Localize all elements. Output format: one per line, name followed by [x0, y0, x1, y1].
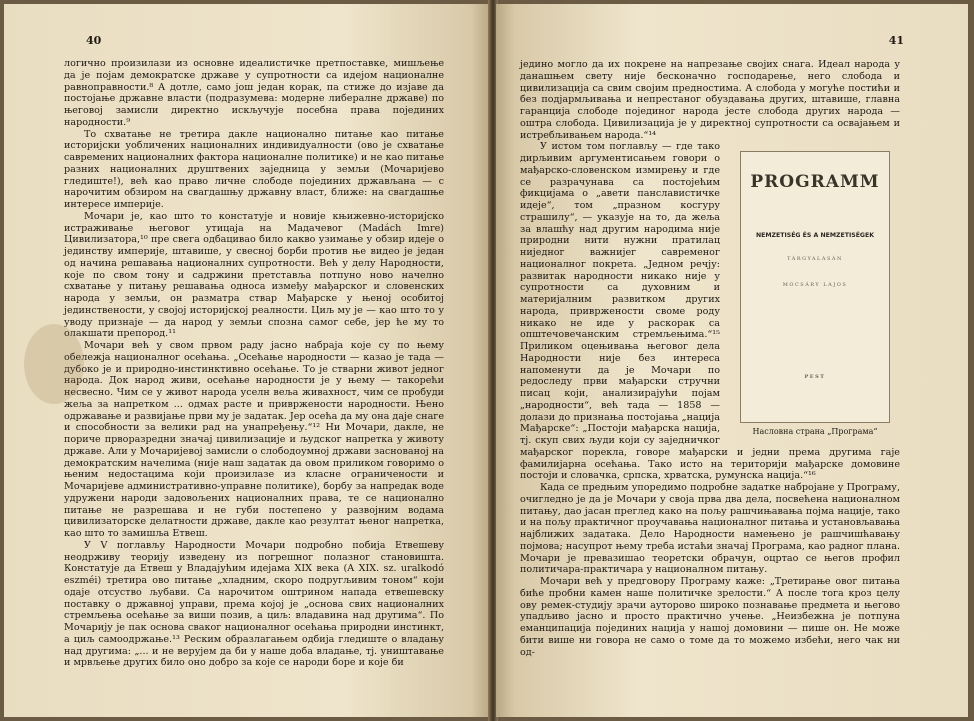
paragraph: У истом том поглављу — где тако дирљивим аргументисањем говори о мађарско-словенском измирењу и где се разрачунава са постојећим фикцијама о „авети панславистичке идеје“, том „празном косгуру страшилу“, — указује на то, да жеља за влашћу над другим народима није природни нити нужни пратилац ниједног важнијег савременог националног покрета. „Једном речју: развитак народности никако није у супротности са духовним и материјалним развитком других народа, привржености своме роду никако не иде у раскорак са општечовечанским стремљењима.“¹⁵ Приликом оцењивања његовог дела Народности ниje без интереса напоменути да је Мочари по редоследу први мађарски стручни писац који, анализирајући појам „народности“, већ тада — 1858 — долази до признања постојања „нација Мађарске“: „Постоји мађарска нација, тј. скуп свих људи који су заједничког мађарског порекла, говоре мађарски и једни према другима гаје фамилијарна осећања. Тако исто на територији мађарске домовине постоји и словачка, српска, хрватска, румунска нација.“¹⁶: [520, 141, 900, 482]
paragraph: логично произилази из основне идеалистичке претпоставке, мишљење да је појам демократске државе у супротности са идејом националне равноправности.⁸ А дотле, само још један корак, па стиже до изјаве да постојање државне власти (подразумева: модерне либералне државе) по његовој замисли директно искључује посебна права појединих народности.⁹: [64, 58, 444, 128]
figure-place: PEST: [804, 374, 826, 381]
figure-line: TÁRGYALÁSÁN: [787, 256, 843, 263]
right-page: [496, 4, 968, 717]
program-title-page-image: [740, 151, 890, 423]
figure: [732, 151, 900, 436]
figure-caption: Насловна страна „Програма“: [752, 427, 878, 437]
paragraph: једино могло да их покрене на напрезање својих снага. Идеал народа у данашњем свету није бесконачно господарење, него слобода и цивилизација са свим својим предностима. А слобода у могуће постићи и без подјармљивања и непрестаног обуздавања других, штавише, главна гаранција слободе појединог народа јесте слобода других народа — оштра слобода. Цивилизација је у директној супротности са освајањем и истребљивањем народа.“¹⁴: [520, 59, 900, 141]
paragraph: То схватање не третира дакле национално питање као питање историјски уобличених националних индивидуалности (ово је схватање савремених националних фактора националне политике) и не као питање разних националних друштвених заједница у земљи (Мочаријево гледиште!), већ као право личне слободе појединих држављана — с нарочитим обзиром на свагдашњу државну власт, ближе: на свагдашње интересе империје.: [64, 128, 444, 210]
page-number-left: 40: [86, 34, 102, 47]
figure-subtitle: NEMZETISÉG ÉS A NEMZETISÉGEK: [755, 232, 875, 240]
paragraph: Мочари већ у свом првом раду јасно набраја које су по њему обележја националног осећања. „Осећање народности — казао је тада — дубоко је и природно-инстинктивно осећање. То је стварни живот једног народа. Док народ живи, осећање народности је у њему — такорећи несвесно. Чим се у живот народа уселн веља живахност, чим се пробуди жеља за напретком ... одмах расте и привржености народности. Њено одржавање и развијање први му је задатак. Јер осећа да му она даје снаге и способности за велики рад на унапређењу.“¹² Ни Мочари, дакле, не пориче прворазредни значај цивилизације и људског напретка у животу државе. Али у Мочаријевој замисли о слободоумној држави заснованој на демократским начелима (није наш задатак да овом приликом говоримо о њеним недостацима који произилазе из класне ограничености и Мочаријеве административно-управне политике), борбу за напредак воде удружени народи задовољених националних права, те се национално питање не разрешава и не губи постепено у развојним водама цивилизаторске делатности државе, дакле као резултат њеног напретка, као што то замишља Етвеш.: [64, 340, 444, 539]
left-page: [4, 4, 490, 717]
figure-author: MOCSÁRY LAJOS: [782, 282, 848, 289]
paragraph: Мочари је, као што то констатује и новије књижевно-историјско истраживање његовог утицаја на Мадачевог (Madách Imre) Цивилизатора,¹⁰ пре свега одбацивао било какво узимање у обзир идеје о јединству империје, штавише, у свесној борби против ње видео је један од начина решавања националних супротности. Већ у делу Народности, које по свом тону и садржини претставља потпуно ново начелно схватање у питању решавања односа између мађарског и словенских народа у земљи, он разматра ствар Мађарске у њеној особитој јединствености, у својој историјској реалности. Циљ му је — као што то у уводу признаје — да народ у земљи спозна самог себе, јер ће му то олакшати препород.¹¹: [64, 210, 444, 340]
figure-title: PROGRAMM: [750, 172, 880, 193]
page-number-right: 41: [888, 34, 904, 47]
left-page-text: [64, 58, 444, 669]
paper-stain: [24, 324, 84, 404]
paragraph: У V поглављу Народности Мочари подробно побија Етвешеву неодрживу теорију изведену из погрешног полазног становишта. Констатује да Етвеш у Владајућим идејама XIX века (A XIX. sz. uralkodó eszméi) третира ово питање „хладним, скоро подругљивим тоном“ који одаје отсуство љубави. Са нарочитом оштрином напада етвешевску поставку о државној управи, према којој је „основа свих националних стремљења осећање за виши позив, а циљ: владавина над другима“. По Мочарију је пак основа сваког националног осећања природни инстинкт, а циљ самоодржање.¹³ Реским образлагањем одбија гледиште о владању над другима: „... и не верујем да би у наше доба владање, тј. уништавање и мрвљење других било оно добро за које се народи боре и које би: [64, 539, 444, 669]
right-page-text: [520, 59, 900, 658]
paragraph: Када се предњим упоредимо подробне задатке набројане у Програму, очигледно је да је Мочари у своја прва два дела, посвећена националном питању, дао јасан преглед како на пољу рашчињавања појма нације, тако и на пољу практичног проучавања националног питања и установљавања најближих задатака. Дело Народности намењено је рашчишћавању појмова; насупрот њему треба истаћи значај Програма, као радног плана. Мочари је превазишао теоретски обрачун, оцртао се његов профил политичара-практичара у националном питању.: [520, 482, 900, 576]
paragraph: Мочари већ у предговору Програму каже: „Третирање овог питања биће пробни камен наше политичке зрелости.“ А после тога кроз целу ову ремек-студију зрачи ауторово широко познавање предмета и његово упадљиво јасно и просто практично учење. „Неизбежна је потпуна еманципација појединих нација у нашој домовини — пише он. Не може бити више ни говора не само о томе да то можемо избећи, него чак ни од-: [520, 576, 900, 658]
